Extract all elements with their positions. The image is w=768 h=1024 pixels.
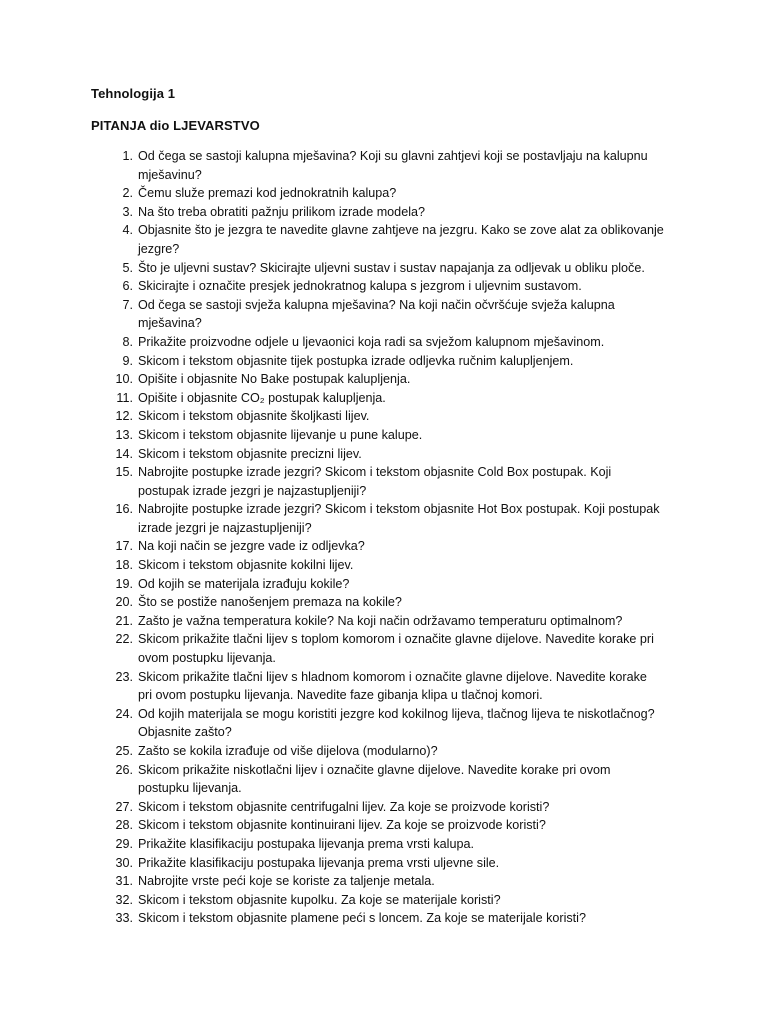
question-text-line: Prikažite proizvodne odjele u ljevaonici koja radi sa svježom kalupnom mješavinom.	[138, 334, 605, 349]
question-text	[138, 445, 680, 464]
question-number: 23.	[115, 669, 133, 684]
question-text	[138, 184, 680, 203]
question-text	[138, 891, 680, 910]
question-text	[138, 835, 680, 854]
question-text-line: Skicom i tekstom objasnite kupolku. Za koje se materijale koristi?	[138, 892, 501, 907]
question-item	[0, 537, 768, 556]
question-number: 24.	[115, 706, 133, 721]
question-item	[0, 203, 768, 222]
question-text-line: jezgre?	[138, 241, 180, 256]
question-text	[138, 426, 680, 445]
question-text-line: Prikažite klasifikaciju postupaka lijevanja prema vrsti kalupa.	[138, 836, 474, 851]
question-text-line: Skicom i tekstom objasnite tijek postupka izrade odljevka ručnim kalupljenjem.	[138, 353, 574, 368]
question-item	[0, 854, 768, 873]
question-item	[0, 575, 768, 594]
question-text	[138, 909, 680, 928]
question-text-line: ovom postupku lijevanja.	[138, 651, 276, 666]
question-text-line: Skicom i tekstom objasnite kokilni lijev.	[138, 558, 354, 573]
question-number: 25.	[115, 744, 133, 758]
document-subtitle: PITANJA dio LJEVARSTVO	[91, 118, 260, 133]
question-text	[138, 407, 680, 426]
question-item	[0, 277, 768, 296]
question-text-line: Objasnite što je jezgra te navedite glavne zahtjeve na jezgru. Kako se zove alat za oblikovanje	[138, 223, 664, 238]
question-text	[138, 203, 680, 222]
question-number: 10.	[115, 372, 133, 387]
question-text-line: Skicom prikažite tlačni lijev s toplom komorom i označite glavne dijelove. Navedite korake pri	[138, 632, 654, 647]
question-text	[138, 277, 680, 296]
question-text	[138, 537, 680, 556]
question-item	[0, 184, 768, 203]
question-text-line: Od čega se sastoji kalupna mješavina? Koji su glavni zahtjevi koji se postavljaju na kalupnu	[138, 149, 648, 163]
question-text-line: mješavinu?	[138, 167, 202, 182]
question-item	[0, 556, 768, 575]
question-item	[0, 761, 768, 798]
question-number: 13.	[115, 427, 133, 442]
question-number: 22.	[115, 632, 133, 647]
question-item	[0, 259, 768, 278]
question-text	[138, 705, 680, 742]
question-text	[138, 556, 680, 575]
question-number: 20.	[115, 595, 133, 610]
question-item	[0, 463, 768, 500]
question-text-line: Skicom i tekstom objasnite školjkasti lijev.	[138, 409, 370, 424]
question-text-line: Od čega se sastoji svježa kalupna mješavina? Na koji način očvršćuje svježa kalupna	[138, 297, 615, 312]
question-number: 14.	[115, 446, 133, 461]
question-text-line: Skicom i tekstom objasnite precizni lijev.	[138, 446, 362, 461]
question-number: 3.	[122, 204, 133, 219]
question-text-line: Nabrojite postupke izrade jezgri? Skicom i tekstom objasnite Cold Box postupak. Koji	[138, 465, 612, 480]
question-item	[0, 426, 768, 445]
question-text	[138, 370, 680, 389]
question-item	[0, 445, 768, 464]
question-text-line: Od kojih materijala se mogu koristiti jezgre kod kokilnog lijeva, tlačnog lijeva te niskotlačnog?	[138, 706, 655, 721]
question-item	[0, 370, 768, 389]
question-number: 31.	[115, 874, 133, 889]
question-number: 29.	[115, 836, 133, 851]
question-item	[0, 816, 768, 835]
question-item	[0, 798, 768, 817]
question-item	[0, 630, 768, 667]
question-number: 12.	[115, 409, 133, 424]
question-text-line: Opišite i objasnite No Bake postupak kalupljenja.	[138, 372, 411, 387]
question-text-line: pri ovom postupku lijevanja. Navedite faze gibanja klipa u tlačnoj komori.	[138, 688, 543, 703]
question-text-line: Skicom prikažite tlačni lijev s hladnom komorom i označite glavne dijelove. Navedite korake	[138, 669, 647, 684]
question-text-line: Što se postiže nanošenjem premaza na kokile?	[138, 595, 402, 610]
question-item	[0, 612, 768, 631]
question-text	[138, 221, 680, 258]
question-text	[138, 630, 680, 667]
question-number: 33.	[115, 911, 133, 926]
question-item	[0, 352, 768, 371]
question-text-line: Na što treba obratiti pažnju prilikom izrade modela?	[138, 204, 425, 219]
question-number: 28.	[115, 818, 133, 833]
question-number: 2.	[122, 186, 133, 201]
question-text	[138, 854, 680, 873]
question-number: 27.	[115, 799, 133, 814]
question-text	[138, 259, 680, 278]
question-number: 9.	[122, 353, 133, 368]
question-text-line: Skicom i tekstom objasnite kontinuirani lijev. Za koje se proizvode koristi?	[138, 818, 546, 833]
question-number: 5.	[122, 260, 133, 275]
question-text	[138, 500, 680, 537]
question-item	[0, 872, 768, 891]
question-item	[0, 742, 768, 761]
question-number: 19.	[115, 576, 133, 591]
question-text-line: Skicom i tekstom objasnite centrifugalni lijev. Za koje se proizvode koristi?	[138, 799, 550, 814]
question-text-line: postupku lijevanja.	[138, 781, 242, 796]
question-text-line: Skicom i tekstom objasnite lijevanje u pune kalupe.	[138, 427, 423, 442]
question-item	[0, 147, 768, 184]
question-number: 30.	[115, 855, 133, 870]
question-number: 18.	[115, 558, 133, 573]
question-item	[0, 333, 768, 352]
question-item	[0, 668, 768, 705]
question-list	[0, 147, 768, 928]
question-text-line: Skicom prikažite niskotlačni lijev i označite glavne dijelove. Navedite korake pri ovom	[138, 762, 611, 777]
question-number: 16.	[115, 502, 133, 517]
question-text	[138, 612, 680, 631]
question-item	[0, 835, 768, 854]
question-text-line: Nabrojite vrste peći koje se koriste za taljenje metala.	[138, 874, 435, 889]
question-number: 15.	[115, 465, 133, 480]
question-item	[0, 221, 768, 258]
question-text	[138, 593, 680, 612]
question-text	[138, 147, 680, 184]
question-item	[0, 296, 768, 333]
question-number: 11.	[116, 390, 133, 405]
question-text	[138, 668, 680, 705]
question-text-line: Nabrojite postupke izrade jezgri? Skicom i tekstom objasnite Hot Box postupak. Koji postupak	[138, 502, 660, 517]
question-text	[138, 296, 680, 333]
question-text-line: postupak izrade jezgri je najzastupljeniji?	[138, 483, 367, 498]
question-item	[0, 909, 768, 928]
question-number: 21.	[115, 613, 133, 628]
question-text	[138, 816, 680, 835]
question-text-line: Skicirajte i označite presjek jednokratnog kalupa s jezgrom i uljevnim sustavom.	[138, 279, 582, 294]
question-number: 26.	[115, 762, 133, 777]
question-text-line: Opišite i objasnite CO₂ postupak kalupljenja.	[138, 390, 386, 405]
question-number: 4.	[122, 223, 133, 238]
document-title: Tehnologija 1	[91, 86, 176, 101]
question-number: 6.	[122, 279, 133, 294]
question-text	[138, 575, 680, 594]
question-item	[0, 593, 768, 612]
question-text-line: Na koji način se jezgre vade iz odljevka?	[138, 539, 365, 554]
question-number: 32.	[115, 892, 133, 907]
question-text-line: Zašto je važna temperatura kokile? Na koji način održavamo temperaturu optimalnom?	[138, 613, 623, 628]
question-text-line: Čemu služe premazi kod jednokratnih kalupa?	[138, 186, 397, 201]
question-number: 7.	[122, 297, 133, 312]
question-text	[138, 352, 680, 371]
question-item	[0, 500, 768, 537]
question-text-line: Skicom i tekstom objasnite plamene peći s loncem. Za koje se materijale koristi?	[138, 911, 586, 926]
question-text	[138, 798, 680, 817]
question-number: 17.	[115, 539, 133, 554]
question-item	[0, 407, 768, 426]
question-text	[138, 333, 680, 352]
question-number: 1.	[122, 149, 133, 163]
question-item	[0, 891, 768, 910]
question-text	[138, 742, 680, 761]
question-text-line: Zašto se kokila izrađuje od više dijelova (modularno)?	[138, 744, 438, 758]
question-item	[0, 705, 768, 742]
question-number: 8.	[122, 334, 133, 349]
question-text	[138, 761, 680, 798]
question-text-line: mješavina?	[138, 316, 202, 331]
question-text-line: Od kojih se materijala izrađuju kokile?	[138, 576, 350, 591]
question-text-line: izrade jezgri je najzastupljeniji?	[138, 520, 312, 535]
question-item	[0, 389, 768, 408]
question-text-line: Prikažite klasifikaciju postupaka lijevanja prema vrsti uljevne sile.	[138, 855, 500, 870]
question-text-line: Što je uljevni sustav? Skicirajte uljevni sustav i sustav napajanja za odljevak u obliku ploče.	[138, 260, 645, 275]
question-text	[138, 463, 680, 500]
question-text-line: Objasnite zašto?	[138, 725, 232, 740]
question-text	[138, 872, 680, 891]
question-text	[138, 389, 680, 408]
